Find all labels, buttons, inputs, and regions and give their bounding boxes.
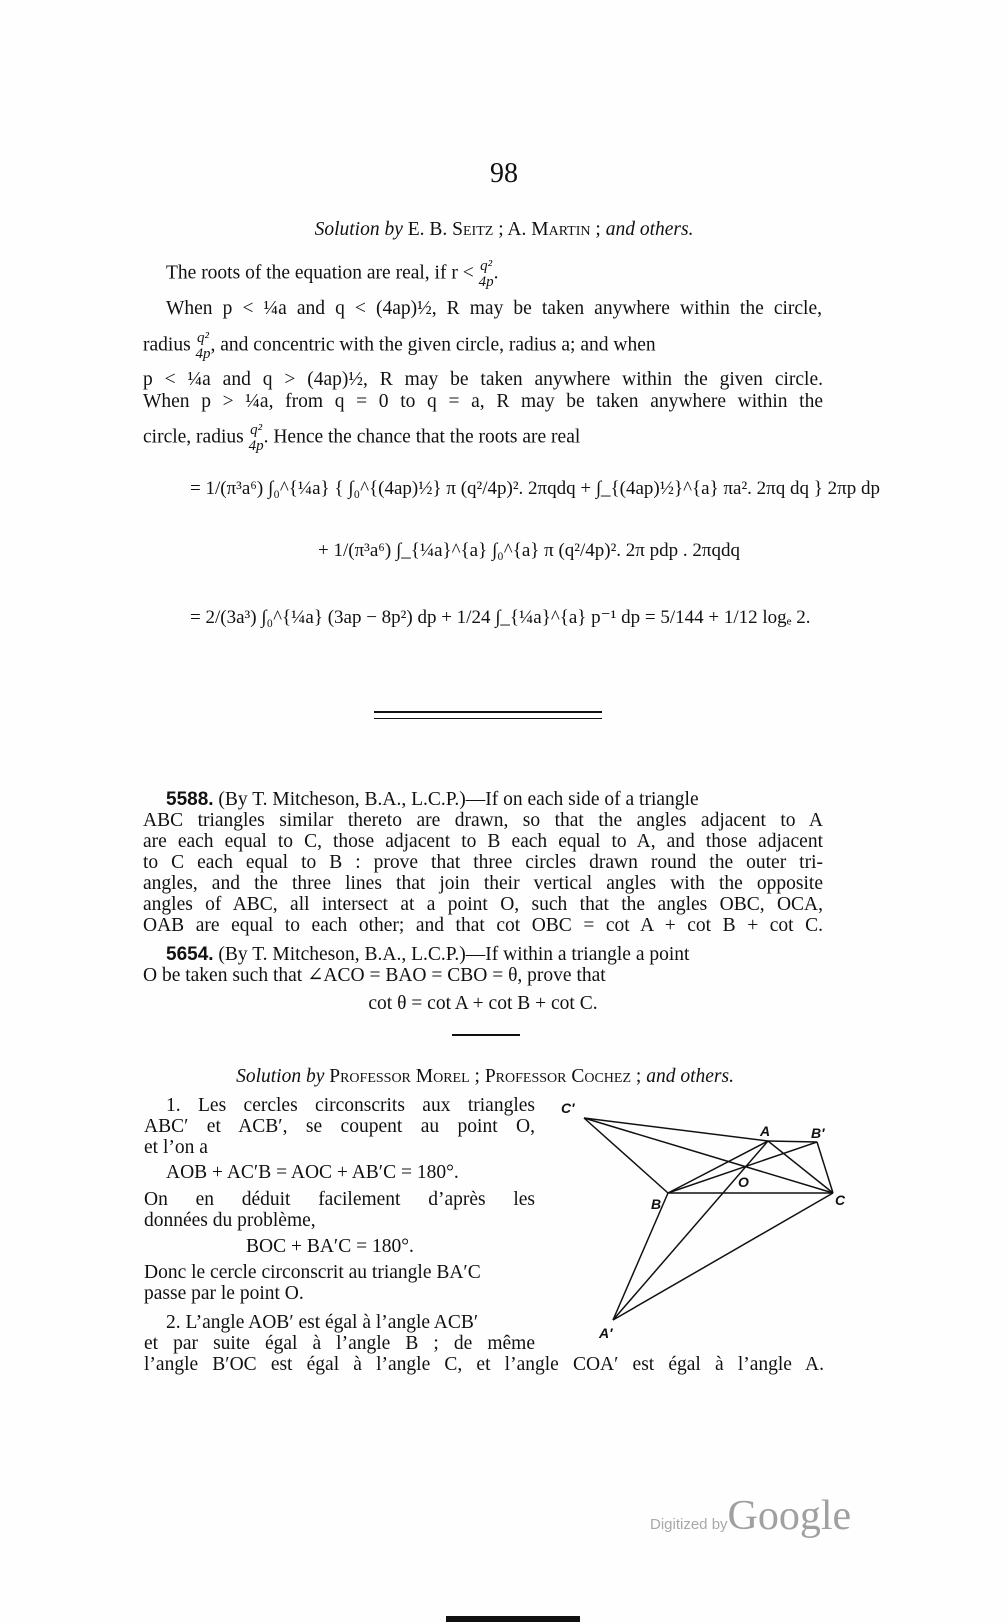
solution2-line: Donc le cercle circonscrit au triangle BA′C — [144, 1262, 481, 1283]
watermark-prefix: Digitized by — [650, 1516, 728, 1533]
heading-prefix: Solution by — [314, 219, 403, 240]
equation-1: = 1/(π³a⁶) ∫₀^{¼a} { ∫₀^{(4ap)½} π (q²/4p)². 2πqdq + ∫_{(4ap)½}^{a} πa². 2πq dq } 2πp dp — [190, 478, 880, 499]
equation-2: + 1/(π³a⁶) ∫_{¼a}^{a} ∫₀^{a} π (q²/4p)². 2π pdp . 2πqdq — [318, 540, 740, 561]
problem-5654-line2: O be taken such that ∠ACO = BAO = CBO = θ, prove that — [143, 965, 606, 986]
text-end: . — [493, 262, 499, 284]
text: radius — [143, 334, 191, 356]
problem-5588-line: are each equal to C, those adjacent to B each equal to A, and those adjacent — [143, 831, 823, 852]
segment-cprime-b — [584, 1118, 668, 1193]
denominator: 4p — [195, 346, 211, 362]
heading-authors: E. B. Seitz ; A. Martin ; — [407, 219, 601, 240]
problem-5588-line1 — [166, 789, 822, 810]
numerator: q² — [480, 258, 493, 274]
text: (By T. Mitcheson, B.A., L.C.P.)—If on each side of a triangle — [218, 789, 699, 810]
solution1-line3 — [143, 330, 823, 362]
label-c: C — [835, 1192, 845, 1208]
text: The roots of the equation are real, if r < — [166, 262, 474, 284]
label-a: A — [760, 1123, 771, 1139]
solution2-line: ABC′ et ACB′, se coupent au point O, — [144, 1116, 535, 1137]
solution1-line1 — [166, 258, 498, 290]
label-b-prime: B′ — [811, 1125, 825, 1141]
solution2-line: passe par le point O. — [144, 1283, 304, 1304]
problem-5588-line: to C each equal to B : prove that three circles drawn round the outer tri- — [143, 852, 823, 873]
heading-suffix: and others. — [646, 1066, 734, 1087]
google-watermark — [650, 1492, 851, 1540]
segment-cprime-a — [584, 1118, 771, 1141]
problem-5588-line: OAB are equal to each other; and that cot OBC = cot A + cot B + cot C. — [143, 915, 823, 936]
text: , and concentric with the given circle, radius a; and when — [210, 334, 656, 356]
problem-5588-line: angles of ABC, all intersect at a point O, such that the angles OBC, OCA, — [143, 894, 823, 915]
page-number: 98 — [490, 158, 518, 189]
heading-prefix: Solution by — [236, 1066, 325, 1087]
solution2-line: 1. Les cercles circonscrits aux triangles — [166, 1095, 535, 1116]
problem-5588-line: ABC triangles similar thereto are drawn, so that the angles adjacent to A — [143, 810, 823, 831]
solution2-line: données du problème, — [144, 1210, 316, 1231]
solution1-line5: When p > ¼a, from q = 0 to q = a, R may be taken anywhere within the — [143, 391, 823, 412]
denominator: 4p — [478, 274, 494, 290]
problem-5654-line3: cot θ = cot A + cot B + cot C. — [368, 993, 598, 1014]
solution1-line2: When p < ¼a and q < (4ap)½, R may be taken anywhere within the circle, — [166, 298, 822, 319]
solution2-line: On en déduit facilement d’après les — [144, 1189, 535, 1210]
solution2-equation: AOB + AC′B = AOC + AB′C = 180°. — [166, 1162, 459, 1183]
text: circle, radius — [143, 426, 244, 448]
segment-a-c — [768, 1141, 833, 1193]
segment-b-aprime — [613, 1193, 668, 1320]
solution2-line: et l’on a — [144, 1137, 208, 1158]
section-divider-top — [374, 711, 602, 713]
solution2-line: l’angle B′OC est égal à l’angle C, et l’angle COA′ est égal à l’angle A. — [144, 1354, 824, 1375]
fraction — [479, 258, 494, 290]
segment-a-aprime — [613, 1141, 768, 1320]
text: (By T. Mitcheson, B.A., L.C.P.)—If within a triangle a point — [218, 944, 690, 965]
problem-number: 5588. — [166, 789, 214, 810]
problem-number: 5654. — [166, 944, 214, 965]
heading-authors: Professor Morel ; Professor Cochez ; — [329, 1066, 642, 1087]
denominator: 4p — [248, 438, 264, 454]
solution-heading-2 — [0, 1066, 970, 1087]
label-a-prime: A′ — [599, 1325, 613, 1341]
solution2-line: et par suite égal à l’angle B ; de même — [144, 1333, 535, 1354]
solution2-equation: BOC + BA′C = 180°. — [246, 1236, 414, 1257]
short-divider — [452, 1034, 520, 1036]
numerator: q² — [250, 422, 263, 438]
equation-3: = 2/(3a³) ∫₀^{¼a} (3ap − 8p²) dp + 1/24 ∫_{¼a}^{a} p⁻¹ dp = 5/144 + 1/12 logₑ 2. — [190, 607, 811, 628]
fraction — [196, 330, 211, 362]
solution1-line6 — [143, 422, 580, 454]
segment-a-b — [668, 1141, 768, 1193]
label-c-prime: C′ — [561, 1100, 575, 1116]
fraction — [249, 422, 264, 454]
segment-a-bprime — [768, 1141, 817, 1142]
text: . Hence the chance that the roots are real — [263, 426, 581, 448]
label-b: B — [651, 1196, 662, 1212]
section-divider-bottom — [374, 718, 602, 719]
heading-suffix: and others. — [605, 219, 694, 240]
google-logo: Google — [727, 1493, 852, 1539]
segment-cprime-c — [584, 1118, 833, 1193]
bottom-edge-bar — [446, 1616, 580, 1622]
segment-bprime-c — [817, 1142, 833, 1193]
problem-5588-line: angles, and the three lines that join their vertical angles with the opposite — [143, 873, 823, 894]
problem-5654-line1 — [166, 944, 689, 965]
solution-heading-1 — [0, 219, 1008, 240]
label-o: O — [738, 1174, 749, 1190]
segment-c-aprime — [613, 1193, 833, 1320]
numerator: q² — [197, 330, 210, 346]
solution1-line4: p < ¼a and q > (4ap)½, R may be taken anywhere within the given circle. — [143, 369, 823, 390]
solution2-line: 2. L’angle AOB′ est égal à l’angle ACB′ — [166, 1312, 479, 1333]
triangle-diagram — [555, 1095, 845, 1345]
